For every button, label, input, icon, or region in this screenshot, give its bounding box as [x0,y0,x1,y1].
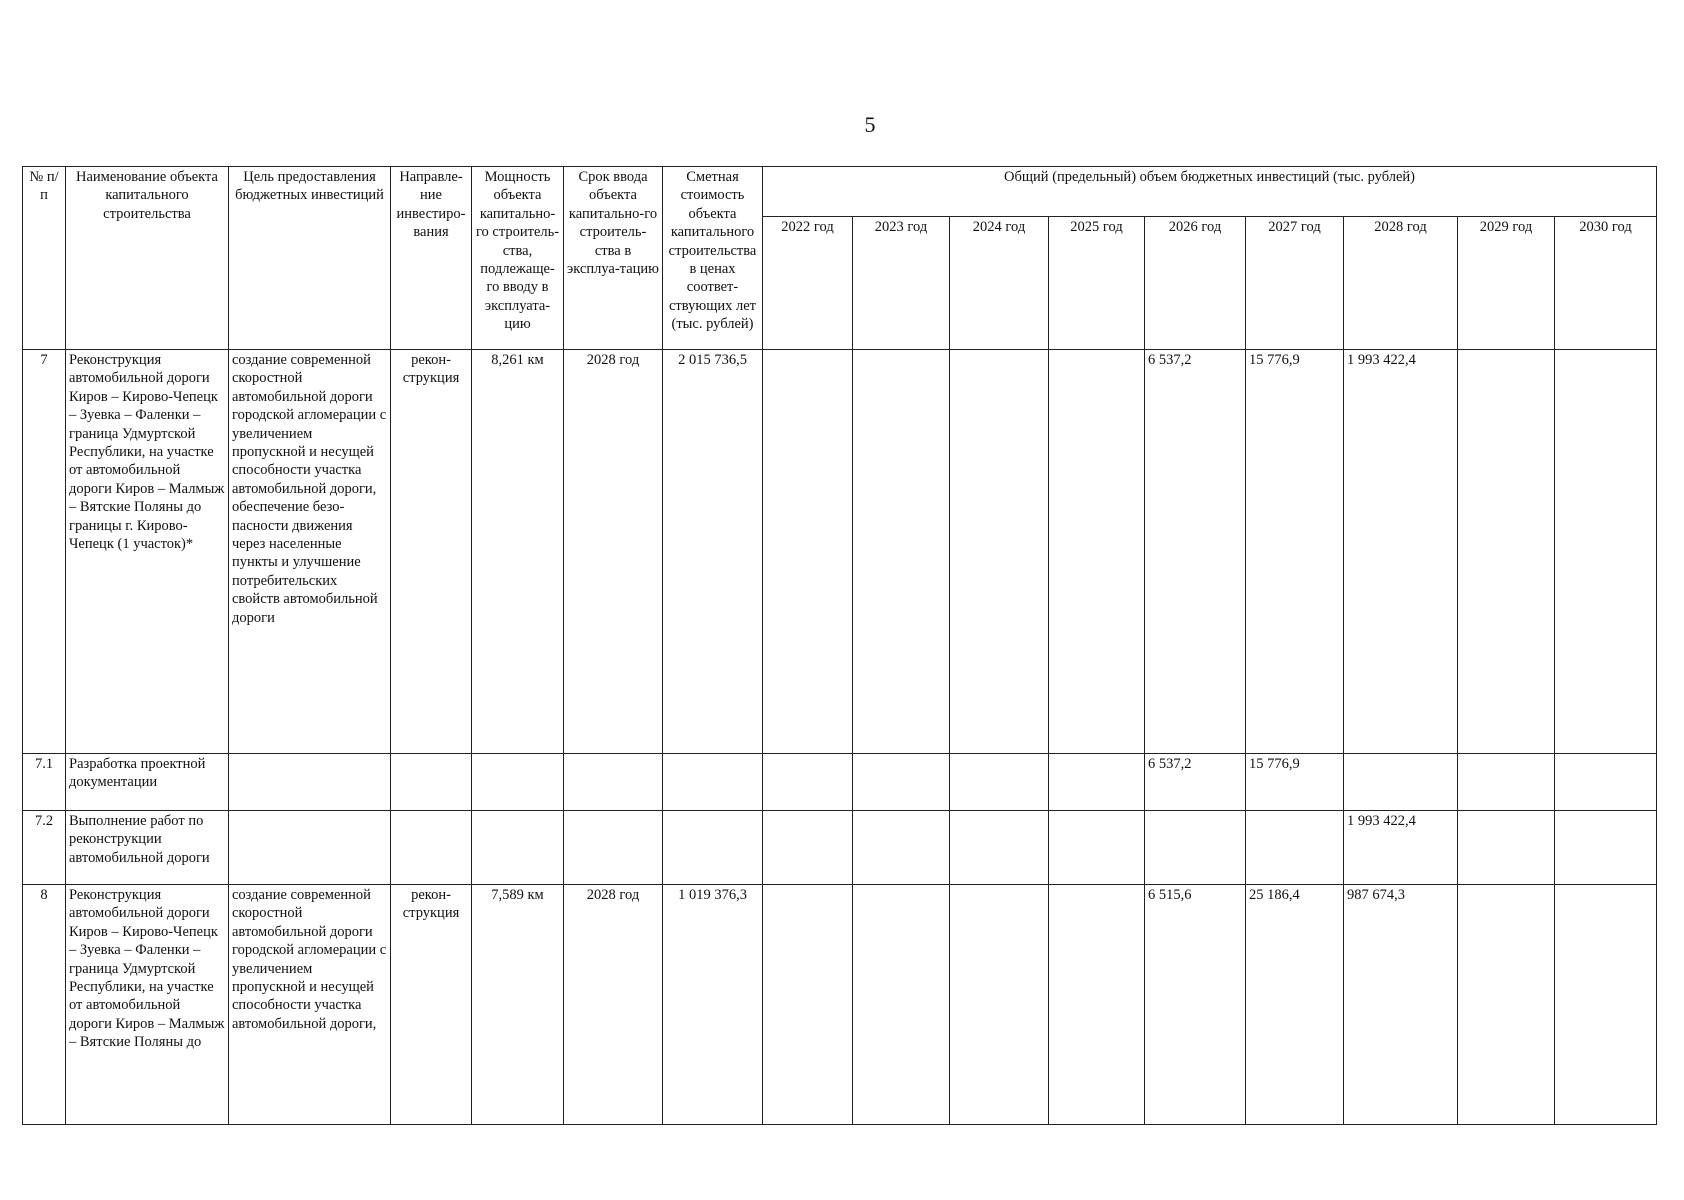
cell-year-value [1049,811,1145,885]
cell-year-value [1246,811,1344,885]
cell-capacity: 8,261 км [472,350,564,754]
header-year: 2029 год [1458,217,1555,350]
header-direction: Направле-ние инвестиро-вания [391,167,472,350]
cell-direction [391,754,472,811]
table-row [23,350,1657,754]
cell-year-value [853,885,950,1125]
cell-year-value: 987 674,3 [1344,885,1458,1125]
cell-year-value [1555,754,1657,811]
header-goal: Цель предоставления бюджетных инвестиций [229,167,391,350]
cell-name: Реконструкция автомобильной дороги Киров – Кирово-Чепецк – Зуевка – Фаленки – граница Удмуртской Республики, на участке от автомобильной дороги Киров – Малмыж – Вятские Поляны до [66,885,229,1125]
cell-year-value [950,811,1049,885]
cell-year-value [763,885,853,1125]
cell-capacity [472,811,564,885]
cell-direction: рекон-струкция [391,885,472,1125]
header-year: 2024 год [950,217,1049,350]
header-year: 2027 год [1246,217,1344,350]
header-year: 2022 год [763,217,853,350]
cell-year-value [1555,811,1657,885]
header-term: Срок ввода объекта капитально-го строитель-ства в эксплуа-тацию [564,167,663,350]
cell-goal: создание современной скоростной автомобильной дороги городской агломерации с увеличением пропускной и несущей способности участка автомобильной дороги, обеспечение безо-пасности движения через населенные пункты и улучшение потребительских свойств автомобильной дороги [229,350,391,754]
header-num: № п/п [23,167,66,350]
header-year: 2028 год [1344,217,1458,350]
cell-year-value [950,754,1049,811]
header-year: 2025 год [1049,217,1145,350]
page-number: 5 [864,112,876,137]
cell-year-value: 6 515,6 [1145,885,1246,1125]
header-year: 2026 год [1145,217,1246,350]
cell-year-value: 25 186,4 [1246,885,1344,1125]
header-total: Общий (предельный) объем бюджетных инвестиций (тыс. рублей) [763,167,1657,217]
cell-year-value [1458,350,1555,754]
header-year: 2030 год [1555,217,1657,350]
cell-year-value [1344,754,1458,811]
cell-goal [229,811,391,885]
cell-term: 2028 год [564,885,663,1125]
header-year: 2023 год [853,217,950,350]
cell-year-value [1049,885,1145,1125]
header-row-main [23,167,1657,217]
cell-cost: 1 019 376,3 [663,885,763,1125]
cell-year-value [1555,885,1657,1125]
cell-term [564,754,663,811]
cell-num: 7.2 [23,811,66,885]
cell-year-value [763,350,853,754]
cell-num: 7.1 [23,754,66,811]
table-row [23,754,1657,811]
cell-name: Реконструкция автомобильной дороги Киров – Кирово-Чепецк – Зуевка – Фаленки – граница Удмуртской Республики, на участке от автомобильной дороги Киров – Малмыж – Вятские Поляны до границы г. Кирово-Чепецк (1 участок)* [66,350,229,754]
cell-num: 8 [23,885,66,1125]
cell-capacity [472,754,564,811]
cell-year-value [853,811,950,885]
cell-year-value: 6 537,2 [1145,350,1246,754]
table-row [23,811,1657,885]
cell-year-value [763,811,853,885]
table-row [23,885,1657,1125]
cell-year-value [853,350,950,754]
cell-name: Разработка проектной документации [66,754,229,811]
cell-cost [663,754,763,811]
cell-year-value [1049,754,1145,811]
cell-year-value [1145,811,1246,885]
cell-year-value [763,754,853,811]
cell-goal [229,754,391,811]
cell-cost: 2 015 736,5 [663,350,763,754]
cell-year-value [1458,754,1555,811]
cell-cost [663,811,763,885]
header-cost: Сметная стоимость объекта капитального строительства в ценах соответ-ствующих лет (тыс. рублей) [663,167,763,350]
cell-goal: создание современной скоростной автомобильной дороги городской агломерации с увеличением пропускной и несущей способности участка автомобильной дороги, [229,885,391,1125]
cell-term [564,811,663,885]
cell-year-value [853,754,950,811]
cell-capacity: 7,589 км [472,885,564,1125]
cell-year-value: 1 993 422,4 [1344,811,1458,885]
budget-investment-table [22,166,1657,1125]
cell-year-value [1458,811,1555,885]
cell-direction: рекон-струкция [391,350,472,754]
cell-num: 7 [23,350,66,754]
cell-year-value [950,350,1049,754]
cell-direction [391,811,472,885]
cell-term: 2028 год [564,350,663,754]
cell-year-value [1049,350,1145,754]
cell-year-value [1458,885,1555,1125]
header-name: Наименование объекта капитального строительства [66,167,229,350]
cell-name: Выполнение работ по реконструкции автомобильной дороги [66,811,229,885]
cell-year-value [1555,350,1657,754]
cell-year-value: 1 993 422,4 [1344,350,1458,754]
cell-year-value: 15 776,9 [1246,350,1344,754]
cell-year-value: 6 537,2 [1145,754,1246,811]
cell-year-value: 15 776,9 [1246,754,1344,811]
cell-year-value [950,885,1049,1125]
header-capacity: Мощность объекта капитально-го строитель-ства, подлежаще-го вводу в эксплуата-цию [472,167,564,350]
